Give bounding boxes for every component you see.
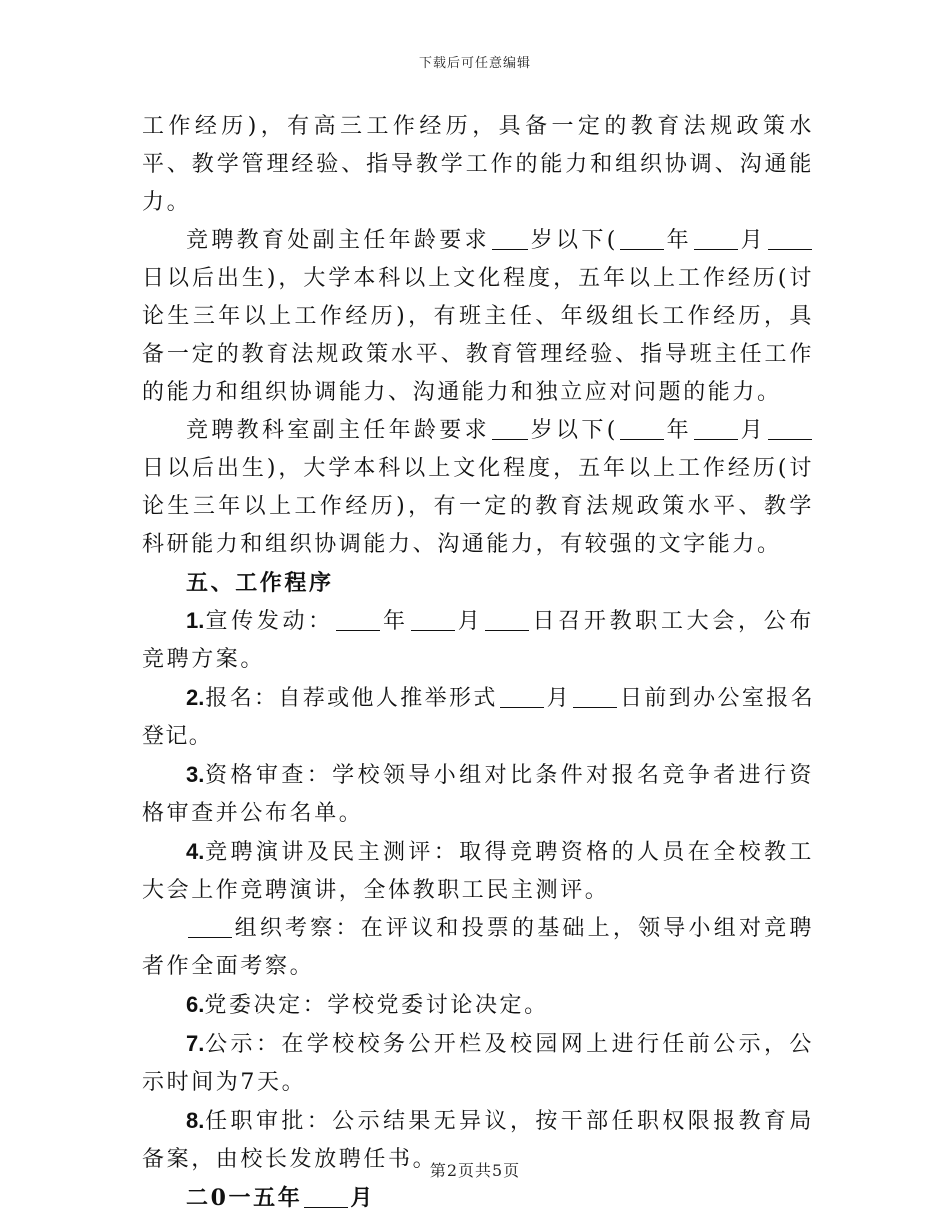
text-segment: 月 xyxy=(456,609,484,634)
text-segment: 组织考察：在评议和投票的基础上，领导小组对竞聘者作全面考察。 xyxy=(142,916,814,979)
step-number: 1. xyxy=(186,608,205,633)
step-number: 8. xyxy=(186,1108,205,1133)
text-segment: 日前到办公室报名登记。 xyxy=(142,686,814,749)
text-segment: 年 xyxy=(665,418,692,443)
blank-field xyxy=(573,685,617,708)
text-segment: 宣传发动： xyxy=(204,609,334,634)
text-segment: 报名：自荐或他人推举形式 xyxy=(204,686,498,711)
section-heading: 五、工作程序 xyxy=(186,570,334,596)
step-number: 2. xyxy=(186,685,205,710)
blank-field xyxy=(485,608,529,631)
step-number: 6. xyxy=(186,992,205,1017)
text-segment: 公示：在学校校务公开栏及校园网上进行任前公示，公示时间为7天。 xyxy=(142,1032,814,1095)
step-7 xyxy=(142,1025,814,1102)
text-segment: 月 xyxy=(739,228,766,253)
text-segment: 月 xyxy=(545,686,572,711)
text-segment: 日召开教职工大会，公布竞聘方案。 xyxy=(142,609,814,672)
step-4 xyxy=(142,833,814,910)
blank-field xyxy=(411,608,455,631)
paragraph-requirements-continued: 工作经历)，有高三工作经历，具备一定的教育法规政策水平、教学管理经验、指导教学工作的能力和组织协调、沟通能力。 xyxy=(142,114,814,215)
step-6 xyxy=(142,986,814,1025)
page-header: 下载后可任意编辑 xyxy=(418,56,531,71)
text-segment: 资格审查：学校领导小组对比条件对报名竞争者进行资格审查并公布名单。 xyxy=(142,763,814,826)
text-segment: 竞聘教育处副主任年龄要求 xyxy=(186,228,490,253)
text-segment: 日以后出生)，大学本科以上文化程度，五年以上工作经历(讨论生三年以上工作经历)，有一定的教育法规政策水平、教学科研能力和组织协调能力、沟通能力，有较强的文字能力。 xyxy=(142,456,814,557)
blank-field xyxy=(694,227,738,250)
text-segment: 岁以下( xyxy=(529,228,618,253)
text-segment: 党委决定：学校党委讨论决定。 xyxy=(204,993,549,1018)
blank-field xyxy=(188,915,232,938)
blank-field xyxy=(500,685,544,708)
blank-field xyxy=(492,417,528,440)
step-3 xyxy=(142,756,814,833)
date-month: 月 xyxy=(350,1185,375,1211)
page-footer: 第2页共5页 xyxy=(429,1161,521,1180)
text-segment: 月 xyxy=(739,418,766,443)
blank-field xyxy=(620,417,664,440)
text-segment: 年 xyxy=(665,228,692,253)
step-2 xyxy=(142,679,814,756)
text-segment: 竞聘教科室副主任年龄要求 xyxy=(186,418,490,443)
step-number: 7. xyxy=(186,1031,205,1056)
text-segment: 日以后出生)，大学本科以上文化程度，五年以上工作经历(讨论生三年以上工作经历)，有班主任、年级组长工作经历，具备一定的教育法规政策水平、教育管理经验、指导班主任工作的能力和组织协调能力、沟通能力和独立应对问题的能力。 xyxy=(142,266,814,405)
text-segment: 岁以下( xyxy=(529,418,618,443)
document-body xyxy=(142,108,814,1217)
blank-field xyxy=(694,417,738,440)
blank-field xyxy=(768,227,812,250)
blank-field xyxy=(336,608,380,631)
paragraph-research-office-requirements xyxy=(142,412,814,564)
text-segment: 竞聘演讲及民主测评：取得竞聘资格的人员在全校教工大会上作竞聘演讲，全体教职工民主测评。 xyxy=(142,840,814,903)
blank-field xyxy=(768,417,812,440)
blank-field xyxy=(304,1185,348,1208)
step-number: 4. xyxy=(186,839,205,864)
text-segment: 任职审批：公示结果无异议，按干部任职权限报教育局备案，由校长发放聘任书。 xyxy=(142,1109,814,1172)
step-number: 3. xyxy=(186,762,205,787)
document-date xyxy=(142,1179,814,1217)
blank-field xyxy=(620,227,664,250)
paragraph-education-office-requirements xyxy=(142,222,814,412)
date-year: 二0一五年 xyxy=(186,1185,303,1211)
text-segment: 年 xyxy=(381,609,409,634)
step-1 xyxy=(142,602,814,679)
blank-field xyxy=(492,227,528,250)
step-5 xyxy=(142,910,814,986)
